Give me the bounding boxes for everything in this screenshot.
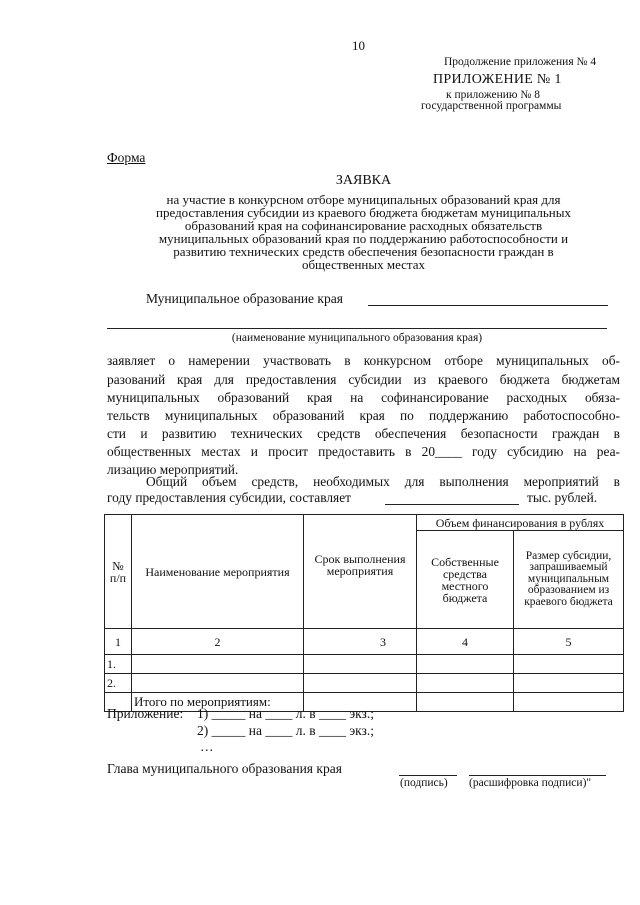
total-subsidy-cell[interactable] [514,693,624,712]
head-signature-label: Глава муниципального образования края [107,761,342,776]
row-num: 1. [105,655,132,674]
row-num: 2. [105,674,132,693]
municipality-caption: (наименование муниципального образования края) [231,332,483,344]
total-own-cell[interactable] [417,693,514,712]
signature-name-line[interactable] [469,775,606,776]
table-index-row [105,629,624,655]
total-sum-prefix: году предоставления субсидии, составляет [107,490,352,505]
attachments-label: Приложение: [107,706,184,721]
appendix-ref-2: государственной программы [421,100,562,112]
row-deadline-cell[interactable] [304,655,417,674]
continuation-note: Продолжение приложения № 4 [444,56,597,68]
header-num: № п/п [105,515,132,629]
index-cell: 4 [417,629,514,655]
statement-line: тельств муниципальных образований края по поддержанию работоспособно- [107,408,620,423]
table-row [105,655,624,674]
row-name-cell[interactable] [132,674,304,693]
page-number: 10 [352,38,365,53]
subtitle-line: предоставления субсидии из краевого бюджета бюджетам муниципальных [156,205,571,220]
appendix-ref-1: к приложению № 8 [446,89,540,101]
row-subsidy-cell[interactable] [514,674,624,693]
document-title: ЗАЯВКА [335,173,392,188]
row-deadline-cell[interactable] [304,674,417,693]
statement-line: лизацию мероприятий. [107,462,239,477]
header-deadline: Срок выполнения мероприятия [304,515,417,629]
name-caption: (расшифровка подписи)" [469,777,592,789]
document-subtitle [100,193,627,271]
statement-line: общественных местах и просит предоставить в 20____ году субсидию на реа- [107,444,620,459]
statement-line: муниципальных образований края на софинансирование расходных обяза- [107,390,620,405]
municipality-name-line[interactable] [107,328,607,329]
index-cell: 2 [132,629,304,655]
subtitle-line: развитию технических средств обеспечения безопасности граждан в [173,244,554,259]
municipality-fill-line[interactable] [368,305,608,306]
row-name-cell[interactable] [132,655,304,674]
total-sum-suffix: тыс. рублей. [527,490,598,505]
subtitle-line: образований края на софинансирование расходных обязательств [184,218,543,233]
statement-line: сти и развитию технических средств обеспечения безопасности граждан в [107,426,620,441]
index-cell: 1 [105,629,132,655]
signature-line[interactable] [399,775,457,776]
subtitle-line: муниципальных образований края по поддержанию работоспособности и [158,231,569,246]
total-sum-fill-line[interactable] [385,504,519,505]
index-cell: 5 [514,629,624,655]
row-own-cell[interactable] [417,655,514,674]
attachment-item-1: 1) _____ на ____ л. в ____ экз.; [197,706,374,721]
header-financing-group: Объем финансирования в рублях [417,515,624,531]
municipality-label: Муниципальное образование края [146,291,343,306]
row-own-cell[interactable] [417,674,514,693]
total-sum-line-1: Общий объем средств, необходимых для выполнения мероприятий в [146,474,620,489]
total-label: Итого по мероприятиям: [132,693,304,712]
table-row [105,674,624,693]
attachment-item-2: 2) _____ на ____ л. в ____ экз.; [197,723,374,738]
attachment-ellipsis: … [200,739,214,754]
statement-line: разований края для предоставления субсидии из краевого бюджета бюджетам [107,372,620,387]
measures-table [104,514,624,712]
appendix-title: ПРИЛОЖЕНИЕ № 1 [433,72,562,87]
statement-line: заявляет о намерении участвовать в конкурсном отборе муниципальных об- [107,353,620,368]
form-label: Форма [107,150,146,165]
header-own-funds: Собственные средства местного бюджета [417,531,514,629]
signature-caption: (подпись) [400,777,448,789]
header-subsidy: Размер субсидии, запрашиваемый муниципальным образованием из краевого бюджета [514,531,624,629]
index-cell: 3 [304,629,417,655]
subtitle-line: на участие в конкурсном отборе муниципальных образований края для [166,192,561,207]
header-name: Наименование мероприятия [132,515,304,629]
row-subsidy-cell[interactable] [514,655,624,674]
subtitle-line: общественных местах [301,257,426,272]
